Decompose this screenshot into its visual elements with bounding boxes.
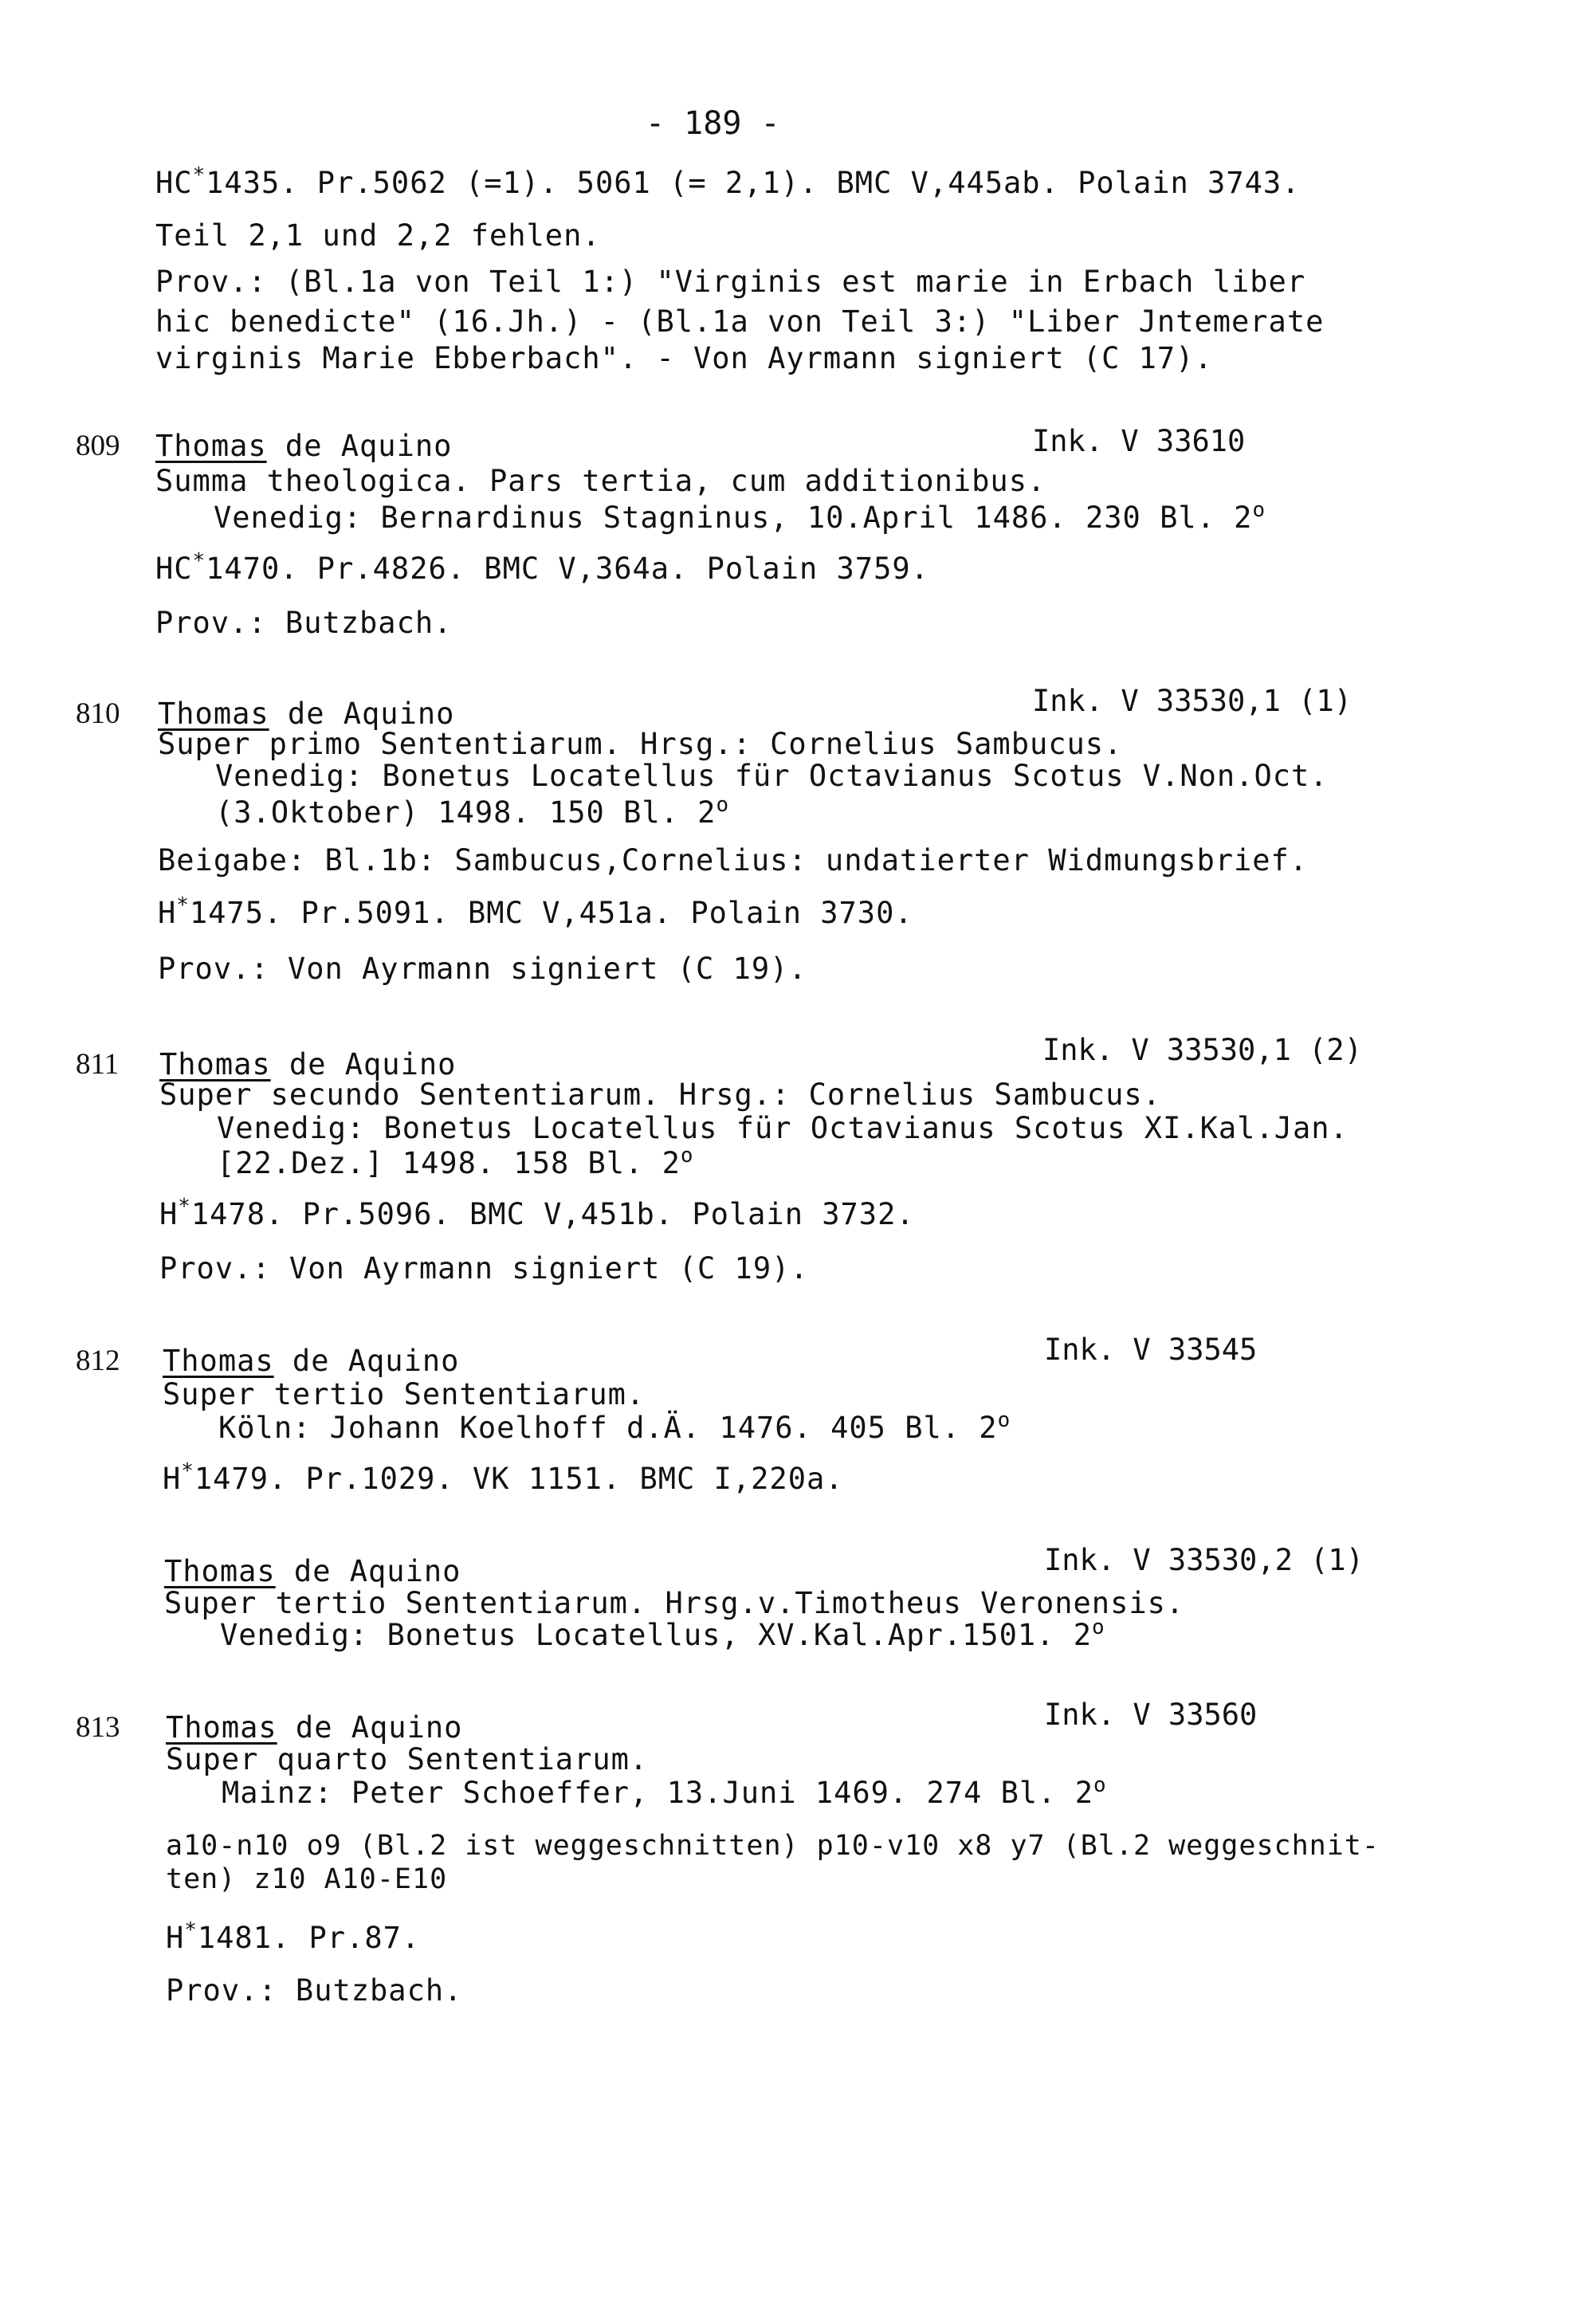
ref-star: * [192,548,206,573]
author-surname: Thomas [163,1344,274,1378]
call-number: Ink. V 33530,1 (2) [1042,1033,1362,1067]
entry-title: Super secundo Sententiarum. Hrsg.: Cornelius Sambucus. [159,1078,1161,1112]
ref-prefix: H [159,1197,179,1231]
page-number: - 189 - [646,105,780,142]
entry-author [166,1710,462,1745]
entry-imprint-cont [217,1143,694,1180]
provenance-line: Prov.: Von Ayrmann signiert (C 19). [158,952,807,986]
ref-prefix: HC [155,166,193,200]
entry-number: 813 [76,1711,120,1744]
entry-number: 812 [76,1345,120,1377]
entry-number: 810 [76,697,120,730]
format-superscript: o [1252,497,1266,522]
ref-rest: 1479. Pr.1029. VK 1151. BMC I,220a. [194,1462,844,1496]
provenance-line: Prov.: (Bl.1a von Teil 1:) "Virginis est marie in Erbach liber [155,265,1306,299]
imprint-text: Venedig: Bonetus Locatellus, XV.Kal.Apr.1501. 2 [220,1618,1092,1652]
ref-star: * [176,893,190,917]
author-surname: Thomas [159,1047,271,1082]
format-superscript: o [680,1143,694,1168]
imprint-text: [22.Dez.] 1498. 158 Bl. 2 [217,1146,681,1180]
reference-line [163,1458,844,1496]
format-superscript: o [1091,1615,1105,1639]
imprint-text: (3.Oktober) 1498. 150 Bl. 2 [215,795,717,830]
ref-rest: 1470. Pr.4826. BMC V,364a. Polain 3759. [206,552,929,586]
entry-number: 809 [76,430,120,462]
entry-title: Super tertio Sententiarum. [163,1377,646,1411]
ref-star: * [184,1918,198,1942]
entry-title: Summa theologica. Pars tertia, cum additionibus. [155,464,1046,498]
ref-rest: 1478. Pr.5096. BMC V,451b. Polain 3732. [190,1197,915,1231]
ref-prefix: H [166,1921,185,1955]
author-surname: Thomas [166,1710,277,1745]
ref-star: * [181,1458,194,1483]
collation-line: ten) z10 A10-E10 [166,1863,448,1895]
call-number: Ink. V 33530,2 (1) [1044,1543,1364,1577]
format-superscript: o [716,792,730,817]
provenance-line: Prov.: Von Ayrmann signiert (C 19). [159,1251,809,1286]
provenance-line: Prov.: Butzbach. [155,606,453,640]
reference-line [166,1918,421,1955]
author-surname: Thomas [164,1554,276,1588]
format-superscript: o [997,1407,1011,1432]
beigabe-line: Beigabe: Bl.1b: Sambucus,Cornelius: undatierter Widmungsbrief. [158,843,1309,877]
ref-rest: 1475. Pr.5091. BMC V,451a. Polain 3730. [189,896,913,930]
entry-imprint: Venedig: Bonetus Locatellus für Octavianus Scotus XI.Kal.Jan. [217,1111,1349,1145]
imprint-text: Köln: Johann Koelhoff d.Ä. 1476. 405 Bl. 2 [218,1411,998,1445]
ref-rest: 1435. Pr.5062 (=1). 5061 (= 2,1). BMC V,445ab. Polain 3743. [206,166,1301,200]
author-surname: Thomas [155,429,267,463]
reference-line [158,893,913,930]
entry-title: Super quarto Sententiarum. [166,1742,649,1776]
imprint-text: Venedig: Bernardinus Stagninus, 10.April 1486. 230 Bl. 2 [214,501,1253,535]
author-rest: de Aquino [266,429,453,463]
author-rest: de Aquino [275,1554,461,1588]
author-rest: de Aquino [270,1047,457,1082]
ref-star: * [192,163,206,187]
entry-author [163,1344,459,1378]
reference-line [155,163,1301,200]
entry-imprint [214,497,1266,535]
entry-author [155,429,452,463]
entry-author [164,1554,461,1588]
call-number: Ink. V 33610 [1032,424,1246,458]
ref-rest: 1481. Pr.87. [197,1921,421,1955]
author-rest: de Aquino [277,1710,463,1745]
entry-imprint [220,1615,1105,1652]
author-rest: de Aquino [273,1344,460,1378]
ref-star: * [178,1194,191,1219]
ref-prefix: H [158,896,177,930]
provenance-line: virginis Marie Ebberbach". - Von Ayrmann signiert (C 17). [155,341,1213,375]
provenance-line: hic benedicte" (16.Jh.) - (Bl.1a von Teil 3:) "Liber Jntemerate [155,304,1325,339]
entry-number: 811 [76,1048,120,1081]
entry-imprint [218,1407,1011,1445]
author-rest: de Aquino [269,697,455,731]
entry-author [158,697,454,731]
collation-line: a10-n10 o9 (Bl.2 ist weggeschnitten) p10-v10 x8 y7 (Bl.2 weggeschnit- [166,1830,1380,1862]
call-number: Ink. V 33545 [1044,1333,1258,1367]
entry-author [159,1047,456,1082]
entry-title: Super tertio Sententiarum. Hrsg.v.Timotheus Veronensis. [164,1586,1185,1620]
provenance-line: Prov.: Butzbach. [166,1973,463,2008]
format-superscript: o [1093,1772,1107,1797]
author-surname: Thomas [158,697,269,731]
reference-line [159,1194,915,1231]
entry-imprint: Venedig: Bonetus Locatellus für Octavianus Scotus V.Non.Oct. [215,759,1329,793]
ref-prefix: H [163,1462,182,1496]
reference-line [155,548,929,586]
call-number: Ink. V 33530,1 (1) [1032,684,1352,718]
entry-imprint-cont [215,792,730,830]
entry-title: Super primo Sententiarum. Hrsg.: Cornelius Sambucus. [158,727,1123,761]
missing-parts-note: Teil 2,1 und 2,2 fehlen. [155,218,601,253]
entry-imprint [222,1772,1107,1810]
ref-prefix: HC [155,552,193,586]
call-number: Ink. V 33560 [1044,1698,1258,1732]
imprint-text: Mainz: Peter Schoeffer, 13.Juni 1469. 274 Bl. 2 [222,1776,1093,1810]
